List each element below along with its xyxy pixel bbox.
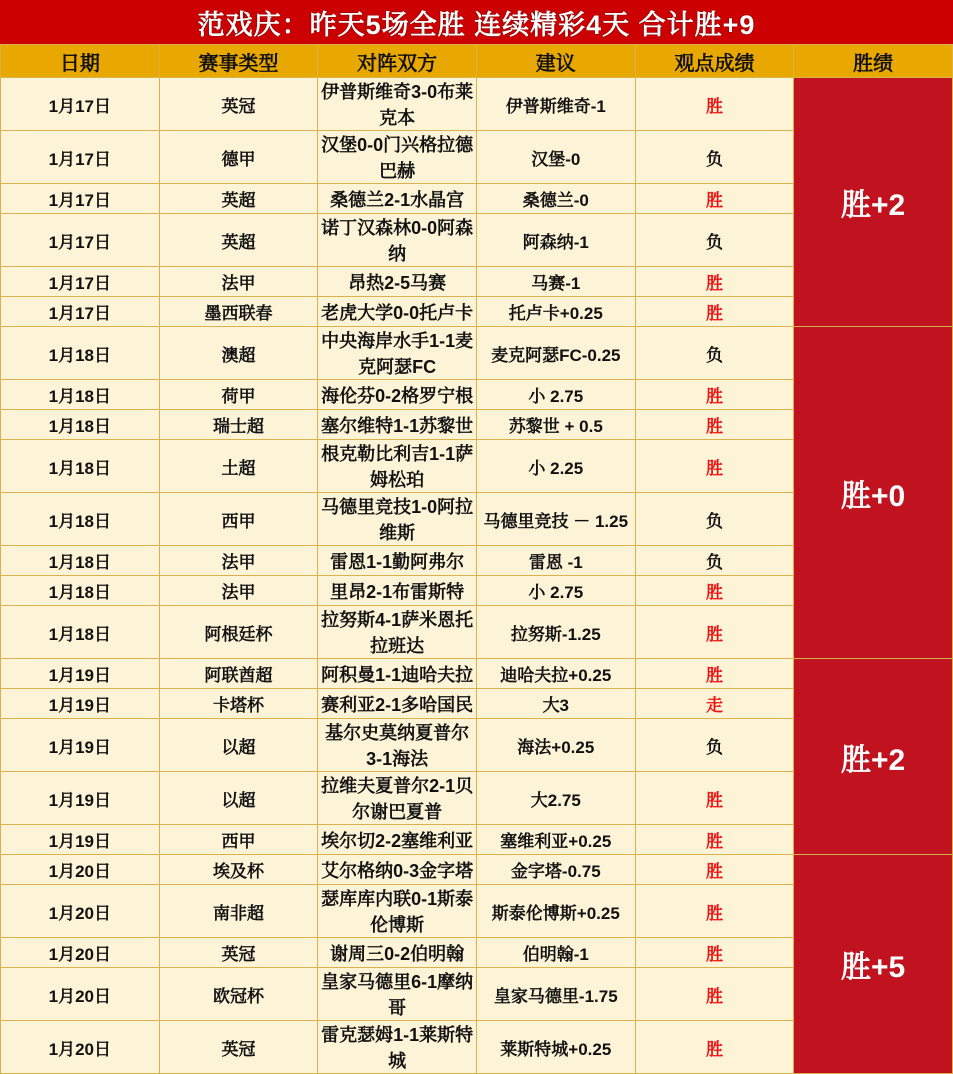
cell-date: 1月17日: [1, 267, 160, 297]
cell-league: 阿联酋超: [159, 659, 318, 689]
cell-league: 土超: [159, 440, 318, 493]
cell-date: 1月17日: [1, 297, 160, 327]
cell-advice: 雷恩 -1: [476, 546, 635, 576]
column-header-result: 观点成绩: [635, 45, 794, 78]
cell-date: 1月20日: [1, 885, 160, 938]
cell-result: 胜: [635, 440, 794, 493]
cell-advice: 托卢卡+0.25: [476, 297, 635, 327]
cell-match: 雷恩1-1勤阿弗尔: [318, 546, 477, 576]
column-header-summary: 胜绩: [794, 45, 953, 78]
cell-league: 荷甲: [159, 380, 318, 410]
cell-league: 卡塔杯: [159, 689, 318, 719]
cell-match: 艾尔格纳0-3金字塔: [318, 855, 477, 885]
cell-match: 基尔史莫纳夏普尔3-1海法: [318, 719, 477, 772]
cell-advice: 莱斯特城+0.25: [476, 1021, 635, 1074]
cell-date: 1月19日: [1, 772, 160, 825]
cell-league: 英冠: [159, 78, 318, 131]
cell-advice: 麦克阿瑟FC-0.25: [476, 327, 635, 380]
cell-match: 昂热2-5马赛: [318, 267, 477, 297]
column-header-advice: 建议: [476, 45, 635, 78]
cell-result: 胜: [635, 576, 794, 606]
cell-advice: 斯泰伦博斯+0.25: [476, 885, 635, 938]
cell-advice: 桑德兰-0: [476, 184, 635, 214]
table-body: [1, 78, 953, 1074]
cell-date: 1月18日: [1, 410, 160, 440]
cell-result: 胜: [635, 968, 794, 1021]
cell-result: 胜: [635, 659, 794, 689]
cell-advice: 小 2.75: [476, 576, 635, 606]
cell-date: 1月20日: [1, 855, 160, 885]
cell-date: 1月19日: [1, 825, 160, 855]
cell-group-summary: 胜+2: [794, 659, 953, 855]
cell-advice: 金字塔-0.75: [476, 855, 635, 885]
cell-result: 负: [635, 493, 794, 546]
cell-league: 英超: [159, 214, 318, 267]
cell-match: 拉维夫夏普尔2-1贝尔谢巴夏普: [318, 772, 477, 825]
cell-date: 1月19日: [1, 689, 160, 719]
cell-date: 1月18日: [1, 546, 160, 576]
table-row: [1, 78, 953, 131]
cell-advice: 阿森纳-1: [476, 214, 635, 267]
cell-group-summary: 胜+5: [794, 855, 953, 1074]
cell-advice: 迪哈夫拉+0.25: [476, 659, 635, 689]
cell-date: 1月18日: [1, 606, 160, 659]
cell-advice: 小 2.25: [476, 440, 635, 493]
cell-result: 负: [635, 546, 794, 576]
cell-league: 埃及杯: [159, 855, 318, 885]
cell-match: 根克勒比利吉1-1萨姆松珀: [318, 440, 477, 493]
cell-date: 1月17日: [1, 214, 160, 267]
cell-match: 赛利亚2-1多哈国民: [318, 689, 477, 719]
cell-date: 1月17日: [1, 184, 160, 214]
cell-match: 伊普斯维奇3-0布莱克本: [318, 78, 477, 131]
cell-date: 1月19日: [1, 659, 160, 689]
cell-result: 胜: [635, 410, 794, 440]
cell-match: 桑德兰2-1水晶宫: [318, 184, 477, 214]
cell-advice: 皇家马德里-1.75: [476, 968, 635, 1021]
cell-result: 胜: [635, 825, 794, 855]
cell-league: 法甲: [159, 576, 318, 606]
cell-match: 海伦芬0-2格罗宁根: [318, 380, 477, 410]
cell-league: 德甲: [159, 131, 318, 184]
cell-advice: 大3: [476, 689, 635, 719]
cell-result: 走: [635, 689, 794, 719]
cell-league: 瑞士超: [159, 410, 318, 440]
table-header: [1, 45, 953, 78]
cell-match: 埃尔切2-2塞维利亚: [318, 825, 477, 855]
cell-result: 胜: [635, 1021, 794, 1074]
cell-league: 西甲: [159, 493, 318, 546]
cell-advice: 拉努斯-1.25: [476, 606, 635, 659]
column-header-match: 对阵双方: [318, 45, 477, 78]
cell-league: 阿根廷杯: [159, 606, 318, 659]
cell-match: 谢周三0-2伯明翰: [318, 938, 477, 968]
cell-date: 1月19日: [1, 719, 160, 772]
cell-match: 皇家马德里6-1摩纳哥: [318, 968, 477, 1021]
cell-group-summary: 胜+2: [794, 78, 953, 327]
cell-match: 马德里竞技1-0阿拉维斯: [318, 493, 477, 546]
cell-date: 1月17日: [1, 131, 160, 184]
table-row: [1, 327, 953, 380]
cell-match: 阿积曼1-1迪哈夫拉: [318, 659, 477, 689]
cell-date: 1月20日: [1, 968, 160, 1021]
cell-league: 墨西联春: [159, 297, 318, 327]
cell-result: 胜: [635, 938, 794, 968]
cell-result: 胜: [635, 855, 794, 885]
cell-advice: 大2.75: [476, 772, 635, 825]
cell-date: 1月18日: [1, 380, 160, 410]
cell-advice: 汉堡-0: [476, 131, 635, 184]
cell-advice: 海法+0.25: [476, 719, 635, 772]
predictions-table: [0, 44, 953, 1074]
cell-result: 胜: [635, 772, 794, 825]
cell-match: 雷克瑟姆1-1莱斯特城: [318, 1021, 477, 1074]
cell-date: 1月18日: [1, 576, 160, 606]
cell-result: 负: [635, 214, 794, 267]
cell-date: 1月20日: [1, 938, 160, 968]
cell-date: 1月18日: [1, 493, 160, 546]
cell-advice: 马德里竞技 － 1.25: [476, 493, 635, 546]
cell-result: 负: [635, 131, 794, 184]
cell-league: 英冠: [159, 938, 318, 968]
table-row: [1, 855, 953, 885]
cell-league: 英超: [159, 184, 318, 214]
cell-advice: 苏黎世 + 0.5: [476, 410, 635, 440]
cell-league: 澳超: [159, 327, 318, 380]
cell-league: 法甲: [159, 546, 318, 576]
cell-league: 南非超: [159, 885, 318, 938]
cell-match: 塞尔维特1-1苏黎世: [318, 410, 477, 440]
cell-league: 以超: [159, 772, 318, 825]
cell-advice: 伯明翰-1: [476, 938, 635, 968]
cell-result: 胜: [635, 267, 794, 297]
cell-advice: 塞维利亚+0.25: [476, 825, 635, 855]
cell-league: 英冠: [159, 1021, 318, 1074]
page-title: 范戏庆：昨天5场全胜 连续精彩4天 合计胜+9: [0, 0, 953, 44]
cell-result: 胜: [635, 606, 794, 659]
column-header-date: 日期: [1, 45, 160, 78]
cell-result: 胜: [635, 184, 794, 214]
cell-result: 胜: [635, 297, 794, 327]
cell-match: 老虎大学0-0托卢卡: [318, 297, 477, 327]
cell-result: 胜: [635, 380, 794, 410]
header-row: [1, 45, 953, 78]
cell-date: 1月17日: [1, 78, 160, 131]
cell-match: 诺丁汉森林0-0阿森纳: [318, 214, 477, 267]
table-row: [1, 659, 953, 689]
cell-result: 胜: [635, 885, 794, 938]
cell-match: 中央海岸水手1-1麦克阿瑟FC: [318, 327, 477, 380]
cell-league: 法甲: [159, 267, 318, 297]
cell-league: 西甲: [159, 825, 318, 855]
cell-league: 以超: [159, 719, 318, 772]
cell-group-summary: 胜+0: [794, 327, 953, 659]
cell-result: 胜: [635, 78, 794, 131]
cell-date: 1月18日: [1, 440, 160, 493]
cell-match: 拉努斯4-1萨米恩托拉班达: [318, 606, 477, 659]
cell-advice: 马赛-1: [476, 267, 635, 297]
cell-league: 欧冠杯: [159, 968, 318, 1021]
cell-match: 里昂2-1布雷斯特: [318, 576, 477, 606]
cell-advice: 小 2.75: [476, 380, 635, 410]
cell-date: 1月18日: [1, 327, 160, 380]
column-header-league: 赛事类型: [159, 45, 318, 78]
cell-date: 1月20日: [1, 1021, 160, 1074]
cell-result: 负: [635, 327, 794, 380]
cell-match: 瑟库库内联0-1斯泰伦博斯: [318, 885, 477, 938]
cell-result: 负: [635, 719, 794, 772]
cell-match: 汉堡0-0门兴格拉德巴赫: [318, 131, 477, 184]
cell-advice: 伊普斯维奇-1: [476, 78, 635, 131]
